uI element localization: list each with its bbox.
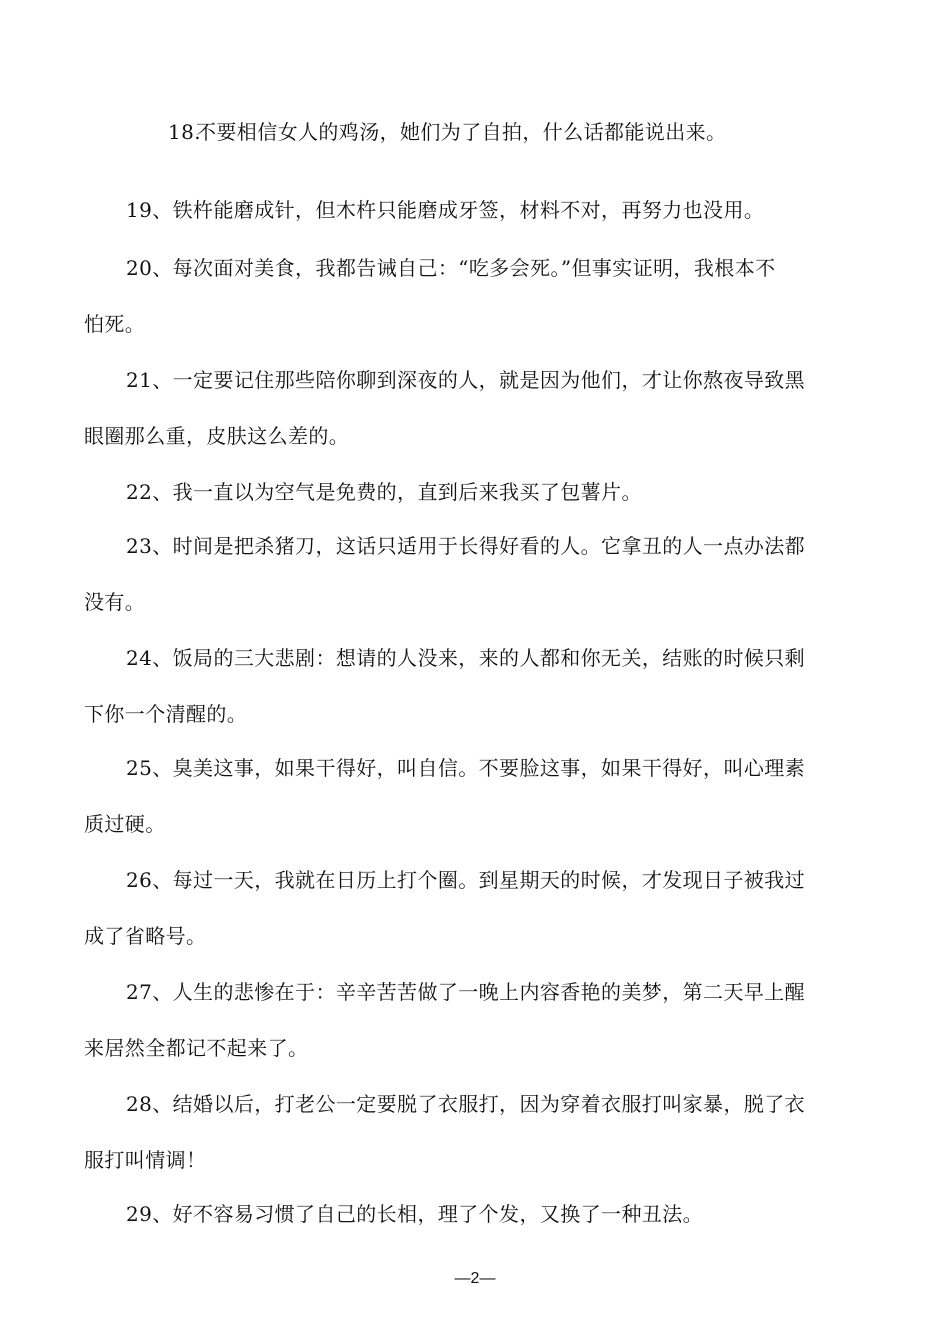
paragraph-line: 来居然全都记不起来了。: [84, 1036, 309, 1060]
page-number: —2—: [454, 1270, 496, 1287]
paragraph-line: 质过硬。: [84, 812, 166, 836]
paragraph-19: [84, 182, 874, 238]
paragraph-line: 服打叫情调！: [84, 1148, 207, 1172]
paragraph-line: 没有。: [84, 590, 146, 614]
paragraph-line: 19、铁杵能磨成针，但木杵只能磨成牙签，材料不对，再努力也没用。: [126, 198, 765, 222]
paragraph-line: [84, 104, 874, 160]
paragraph-line: 20、每次面对美食，我都告诫自己：“吃多会死。”但事实证明，我根本不: [126, 256, 776, 280]
paragraph-line: 怕死。: [84, 312, 146, 336]
paragraph-line: 成了省略号。: [84, 924, 207, 948]
paragraph-line: 23、时间是把杀猪刀，这话只适用于长得好看的人。它拿丑的人一点办法都: [126, 534, 806, 558]
paragraph-line: 眼圈那么重，皮肤这么差的。: [84, 424, 350, 448]
paragraph-20: [84, 240, 874, 352]
paragraph-line: 29、好不容易习惯了自己的长相，理了个发，又换了一种丑法。: [126, 1202, 704, 1226]
paragraph-28: [84, 1076, 874, 1188]
paragraph-25: [84, 740, 874, 852]
paragraph-26: [84, 852, 874, 964]
item-number: 18.: [168, 120, 202, 144]
paragraph-18: [84, 104, 874, 160]
paragraph-line: 22、我一直以为空气是免费的，直到后来我买了包薯片。: [126, 480, 642, 504]
item-text: 不要相信女人的鸡汤，她们为了自拍，什么话都能说出来。: [196, 120, 727, 144]
paragraph-27: [84, 964, 874, 1076]
paragraph-line: 24、饭局的三大悲剧：想请的人没来，来的人都和你无关，结账的时候只剩: [126, 646, 806, 670]
paragraph-line: 25、臭美这事，如果干得好，叫自信。不要脸这事，如果干得好，叫心理素: [126, 756, 806, 780]
paragraph-line: 26、每过一天，我就在日历上打个圈。到星期天的时候，才发现日子被我过: [126, 868, 806, 892]
paragraph-29: [84, 1186, 874, 1242]
paragraph-line: 28、结婚以后，打老公一定要脱了衣服打，因为穿着衣服打叫家暴，脱了衣: [126, 1092, 806, 1116]
paragraph-line: 27、人生的悲惨在于：辛辛苦苦做了一晚上内容香艳的美梦，第二天早上醒: [126, 980, 806, 1004]
paragraph-21: [84, 352, 874, 464]
paragraph-24: [84, 630, 874, 742]
paragraph-22: [84, 464, 874, 520]
paragraph-line: 下你一个清醒的。: [84, 702, 248, 726]
paragraph-23: [84, 518, 874, 630]
paragraph-line: 21、一定要记住那些陪你聊到深夜的人，就是因为他们，才让你熬夜导致黑: [126, 368, 806, 392]
